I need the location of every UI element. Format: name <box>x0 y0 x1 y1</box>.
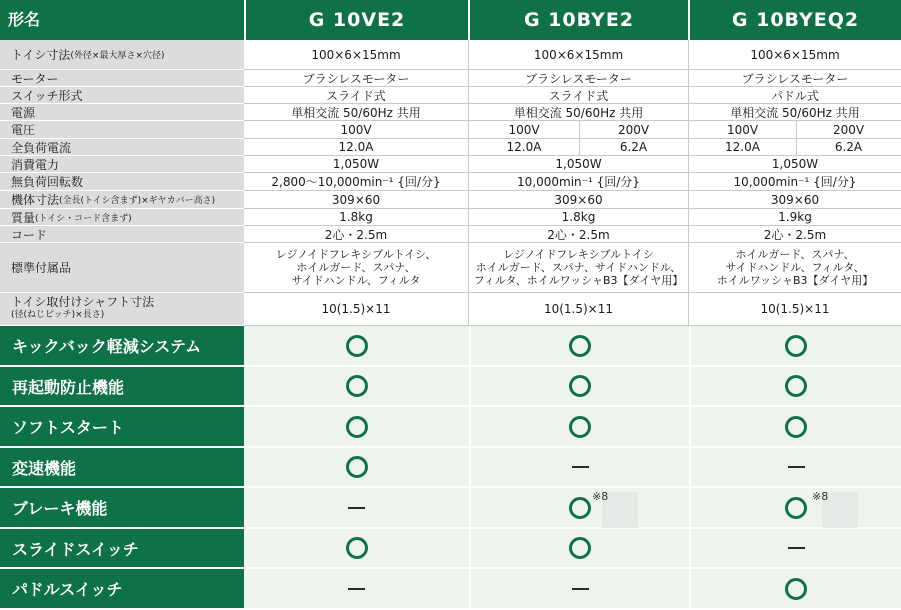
spec-label-dimensions: 機体寸法 (全長(トイシ含まず)×ギヤカバー高さ) <box>0 191 244 209</box>
spec-value: 6.2A <box>796 139 901 156</box>
spec-value: 12.0A <box>244 139 468 156</box>
circle-mark-icon <box>346 375 368 397</box>
feature-cell <box>469 569 689 610</box>
spec-label-power-source: 電源 <box>0 104 244 121</box>
spec-value-accessories: レジノイドフレキシブルトイシ ホイルガード、スパナ、サイドハンドル、 フィルタ、ホイルワッシャB3【ダイヤ用】 <box>469 243 688 293</box>
feature-cell <box>244 367 469 407</box>
feature-cell <box>689 407 901 448</box>
feature-cell <box>469 529 689 569</box>
spec-value-accessories: ホイルガード、スパナ、 サイドハンドル、フィルタ、 ホイルワッシャB3【ダイヤ用】 <box>689 243 901 293</box>
spec-value: ブラシレスモーター <box>244 70 468 87</box>
header-divider <box>688 0 690 40</box>
spec-value: 1.8kg <box>469 209 688 226</box>
spec-value: ブラシレスモーター <box>689 70 901 87</box>
circle-mark-icon <box>569 497 591 519</box>
spec-value: 10(1.5)×11 <box>689 293 901 326</box>
spec-value: 1.8kg <box>244 209 468 226</box>
spec-value: 309×60 <box>689 191 901 209</box>
dash-mark-icon <box>348 507 365 509</box>
circle-mark-icon <box>785 335 807 357</box>
circle-mark-icon <box>569 537 591 559</box>
dash-mark-icon <box>348 588 365 590</box>
spec-value: 12.0A <box>689 139 796 156</box>
feature-cell <box>469 488 689 529</box>
spec-value: パドル式 <box>689 87 901 104</box>
footnote-mark: ※8 <box>812 490 829 503</box>
spec-label-disc: トイシ寸法 (外径×最大厚さ×穴径) <box>0 40 244 70</box>
feature-cell <box>689 488 901 529</box>
sub-column-separator <box>579 121 580 156</box>
feature-cell <box>689 569 901 610</box>
spec-value: 200V <box>796 121 901 139</box>
spec-value: 12.0A <box>469 139 579 156</box>
feature-cell <box>469 407 689 448</box>
spec-value: ブラシレスモーター <box>469 70 688 87</box>
feature-label: ブレーキ機能 <box>0 488 244 529</box>
spec-label-consumption: 消費電力 <box>0 156 244 173</box>
spec-label-weight: 質量 (トイシ・コード含まず) <box>0 209 244 226</box>
spec-value: 100×6×15mm <box>244 40 468 70</box>
dash-mark-icon <box>788 466 805 468</box>
spec-value: スライド式 <box>244 87 468 104</box>
circle-mark-icon <box>785 578 807 600</box>
spec-value: 2心・2.5m <box>689 226 901 243</box>
spec-value: 単相交流 50/60Hz 共用 <box>689 104 901 121</box>
spec-value: 100V <box>689 121 796 139</box>
feature-cell <box>244 488 469 529</box>
feature-cell <box>689 529 901 569</box>
spec-value: 10(1.5)×11 <box>244 293 468 326</box>
spec-value: 10(1.5)×11 <box>469 293 688 326</box>
feature-cell <box>469 326 689 367</box>
feature-cell <box>244 529 469 569</box>
sub-column-separator <box>796 121 797 156</box>
circle-mark-icon <box>785 416 807 438</box>
circle-mark-icon <box>785 497 807 519</box>
spec-value: 100×6×15mm <box>689 40 901 70</box>
spec-value: 1,050W <box>689 156 901 173</box>
circle-mark-icon <box>346 456 368 478</box>
circle-mark-icon <box>569 335 591 357</box>
dash-mark-icon <box>572 588 589 590</box>
circle-mark-icon <box>785 375 807 397</box>
model-name-label: 形名 <box>8 10 41 29</box>
feature-cell <box>469 367 689 407</box>
spec-label-cord: コード <box>0 226 244 243</box>
spec-value: 100V <box>244 121 468 139</box>
spec-value: 100V <box>469 121 579 139</box>
footnote-mark: ※8 <box>592 490 609 503</box>
feature-cell <box>244 569 469 610</box>
spec-value: 10,000min⁻¹ {回/分} <box>469 173 688 191</box>
spec-value: 単相交流 50/60Hz 共用 <box>469 104 688 121</box>
dash-mark-icon <box>788 547 805 549</box>
spec-value: 100×6×15mm <box>469 40 688 70</box>
spec-label-shaft: トイシ取付けシャフト寸法 (径(ねじピッチ)×長さ) <box>0 293 244 326</box>
model-g10byeq2: G 10BYEQ2 <box>731 9 860 31</box>
circle-mark-icon <box>569 416 591 438</box>
circle-mark-icon <box>346 335 368 357</box>
feature-cell <box>244 407 469 448</box>
spec-value: 6.2A <box>579 139 688 156</box>
model-g10bye2: G 10BYE2 <box>523 9 635 31</box>
spec-value: 2心・2.5m <box>469 226 688 243</box>
spec-value: 10,000min⁻¹ {回/分} <box>689 173 901 191</box>
table-header <box>0 0 901 40</box>
spec-value: 2,800～10,000min⁻¹ {回/分} <box>244 173 468 191</box>
feature-label: スライドスイッチ <box>0 529 244 569</box>
spec-value-accessories: レジノイドフレキシブルトイシ、 ホイルガード、スパナ、 サイドハンドル、フィルタ <box>244 243 468 293</box>
circle-mark-icon <box>569 375 591 397</box>
feature-label: 再起動防止機能 <box>0 367 244 407</box>
spec-value: スライド式 <box>469 87 688 104</box>
spec-value: 2心・2.5m <box>244 226 468 243</box>
spec-value: 1.9kg <box>689 209 901 226</box>
spec-value: 単相交流 50/60Hz 共用 <box>244 104 468 121</box>
spec-label-accessories: 標準付属品 <box>0 243 244 293</box>
circle-mark-icon <box>346 416 368 438</box>
feature-cell <box>469 448 689 488</box>
model-g10ve2: G 10VE2 <box>308 9 406 31</box>
spec-value: 309×60 <box>244 191 468 209</box>
spec-label-current: 全負荷電流 <box>0 139 244 156</box>
spec-label-voltage: 電圧 <box>0 121 244 139</box>
spec-label-rpm: 無負荷回転数 <box>0 173 244 191</box>
feature-label: パドルスイッチ <box>0 569 244 610</box>
spec-value: 1,050W <box>469 156 688 173</box>
feature-cell <box>689 326 901 367</box>
spec-label-switch: スイッチ形式 <box>0 87 244 104</box>
header-divider <box>244 0 246 40</box>
feature-cell <box>689 448 901 488</box>
circle-mark-icon <box>346 537 368 559</box>
feature-label: 変速機能 <box>0 448 244 488</box>
header-divider <box>468 0 470 40</box>
feature-cell <box>244 448 469 488</box>
feature-label: キックバック軽減システム <box>0 326 244 367</box>
feature-cell <box>244 326 469 367</box>
spec-value: 1,050W <box>244 156 468 173</box>
feature-cell <box>689 367 901 407</box>
dash-mark-icon <box>572 466 589 468</box>
spec-value: 309×60 <box>469 191 688 209</box>
spec-label-motor: モーター <box>0 70 244 87</box>
feature-label: ソフトスタート <box>0 407 244 448</box>
spec-value: 200V <box>579 121 688 139</box>
